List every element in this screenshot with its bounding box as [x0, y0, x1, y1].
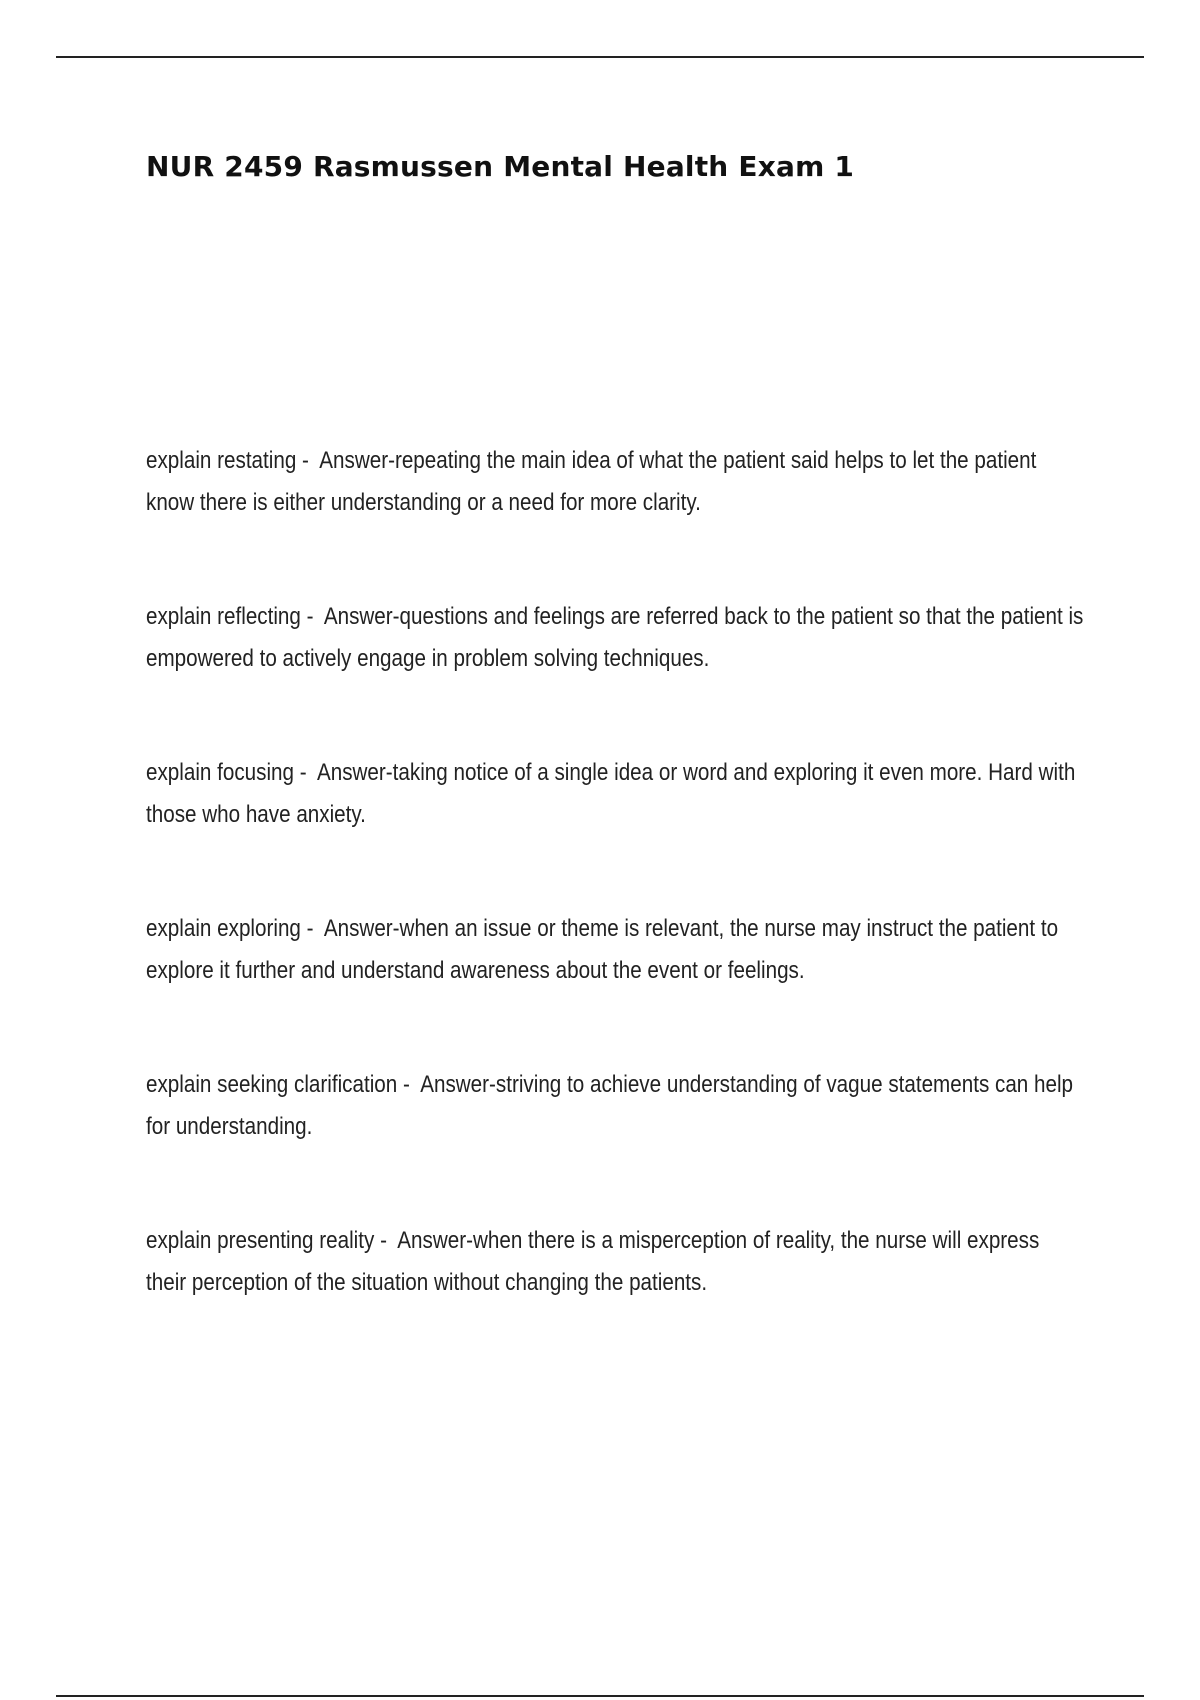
qa-item-presenting-reality: [146, 1220, 1083, 1304]
qa-term: explain restating: [146, 447, 297, 474]
qa-term: explain exploring: [146, 915, 301, 942]
qa-term: explain seeking clarification: [146, 1071, 398, 1098]
qa-answer: Answer-when an issue or theme is relevant, the nurse may instruct the patient to explore it further and understand awareness about the event or feelings.: [146, 915, 1059, 984]
qa-answer: Answer-taking notice of a single idea or word and exploring it even more. Hard with those who have anxiety.: [146, 759, 1076, 828]
qa-separator: -: [300, 603, 324, 630]
document-title: NUR 2459 Rasmussen Mental Health Exam 1: [146, 150, 855, 183]
qa-answer: Answer-questions and feelings are referred back to the patient so that the patient is empowered to actively engage in problem solving techniques.: [146, 603, 1084, 672]
qa-term: explain reflecting: [146, 603, 301, 630]
header-rule: [56, 56, 1144, 58]
qa-term: explain focusing: [146, 759, 295, 786]
qa-term: explain presenting reality: [146, 1227, 375, 1254]
qa-answer: Answer-striving to achieve understanding of vague statements can help for understanding.: [146, 1071, 1074, 1140]
qa-separator: -: [374, 1227, 398, 1254]
qa-item-seeking-clarification: [146, 1064, 1083, 1148]
qa-answer: Answer-when there is a misperception of reality, the nurse will express their perception of the situation without changing the patients.: [146, 1227, 1040, 1296]
qa-answer: Answer-repeating the main idea of what the patient said helps to let the patient know there is either understanding or a need for more clarity.: [146, 447, 1037, 516]
qa-separator: -: [296, 447, 320, 474]
qa-item-exploring: [146, 908, 1083, 992]
qa-item-restating: [146, 440, 1083, 524]
qa-list: [146, 440, 1086, 1376]
qa-separator: -: [294, 759, 317, 786]
qa-item-reflecting: [146, 596, 1083, 680]
qa-item-focusing: [146, 752, 1083, 836]
footer-rule: [56, 1695, 1144, 1697]
qa-separator: -: [397, 1071, 421, 1098]
qa-separator: -: [300, 915, 324, 942]
